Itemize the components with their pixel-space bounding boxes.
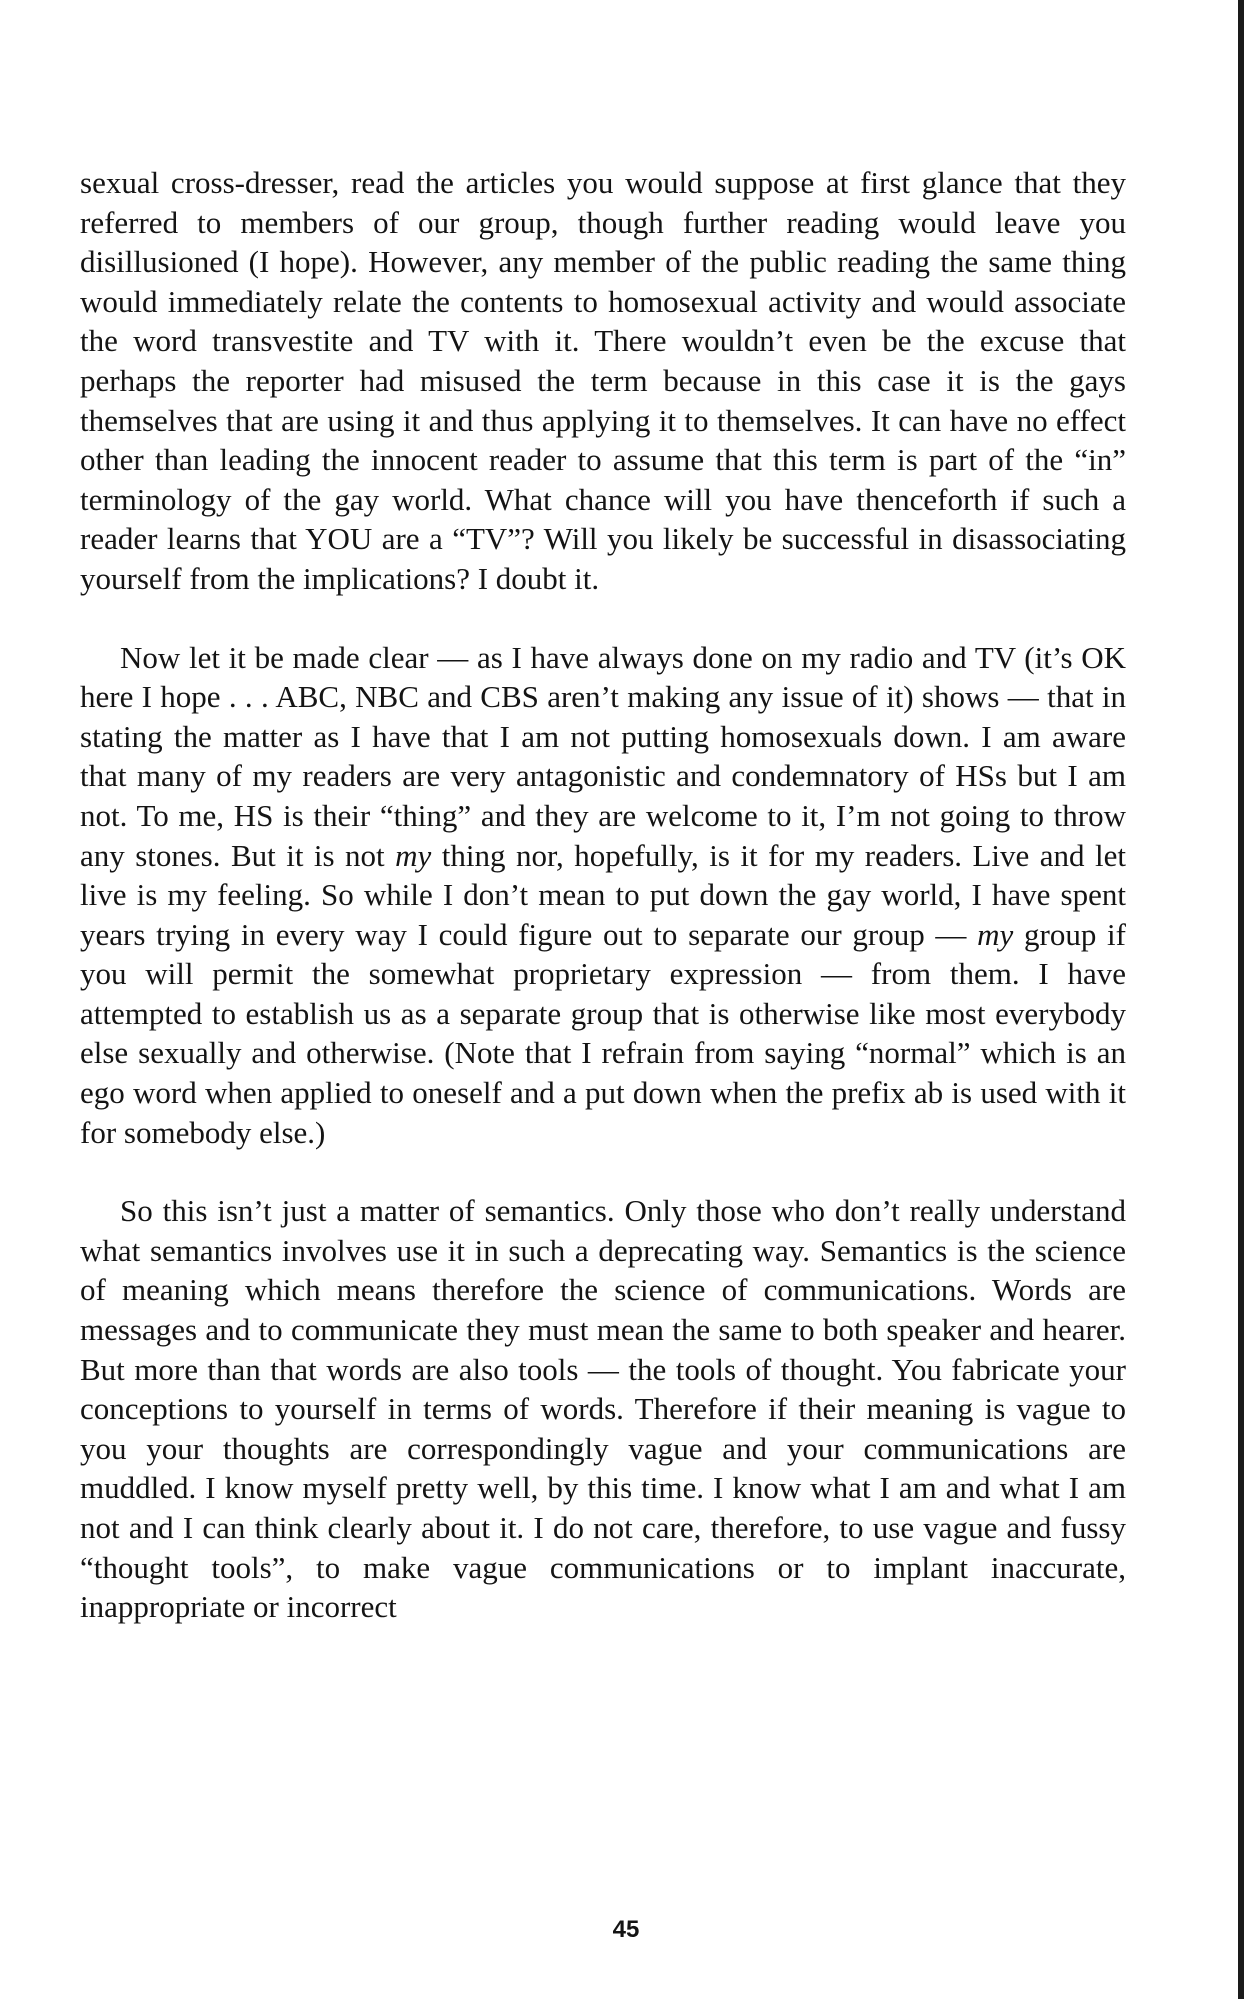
page-edge-rule [1238, 0, 1244, 1999]
emphasis-my: my [395, 837, 432, 873]
paragraph-segment: Now let it be made clear — as I have always done on my radio and TV (it’s OK here I hope . . . ABC, NBC and CBS aren’t making any issue of it) shows — that in stating the matter as I have that I am not putting homosexuals down. I am aware that many of my readers are very antagonistic and condemnatory of HSs but I am not. To me, HS is their “thing” and they are welcome to it, I’m not going to throw any stones. But it is not [80, 639, 1126, 873]
paragraph-segment: group if you will permit the somewhat proprietary expression — from them. I have attempted to establish us as a separate group that is otherwise like most everybody else sexually and otherwise. (Note that I refrain from saying “normal” which is an ego word when applied to oneself and a put down when the prefix ab is used with it for somebody else.) [80, 916, 1126, 1150]
paragraph-made-clear [80, 638, 1126, 1153]
paragraph-segment: thing nor, hopefully, is it for my readers. Live and let live is my feeling. So while I don’t mean to put down the gay world, I have spent years trying in every way I could figure out to separate our group — [80, 837, 1126, 952]
emphasis-my: my [977, 916, 1014, 952]
page-number: 45 [612, 1916, 640, 1943]
body-text [80, 163, 1126, 1627]
paragraph-semantics: So this isn’t just a matter of semantics. Only those who don’t really understand what semantics involves use it in such a deprecating way. Semantics is the science of meaning which means therefore the science of communications. Words are messages and to communicate they must mean the same to both speaker and hearer. But more than that words are also tools — the tools of thought. You fabricate your conceptions to yourself in terms of words. Therefore if their meaning is vague to you your thoughts are correspondingly vague and your communications are muddled. I know myself pretty well, by this time. I know what I am and what I am not and I can think clearly about it. I do not care, therefore, to use vague and fussy “thought tools”, to make vague communications or to implant inaccurate, inappropriate or incorrect [80, 1193, 1126, 1625]
paragraph-continued: sexual cross-dresser, read the articles you would suppose at first glance that they referred to members of our group, though further reading would leave you disillusioned (I hope). However, any member of the public reading the same thing would immediately relate the contents to homosexual activity and would associate the word transvestite and TV with it. There wouldn’t even be the excuse that perhaps the reporter had misused the term because in this case it is the gays themselves that are using it and thus applying it to themselves. It can have no effect other than leading the innocent reader to assume that this term is part of the “in” terminology of the gay world. What chance will you have thenceforth if such a reader learns that YOU are a “TV”? Will you likely be successful in disassociating yourself from the implications? I doubt it. [80, 165, 1126, 596]
